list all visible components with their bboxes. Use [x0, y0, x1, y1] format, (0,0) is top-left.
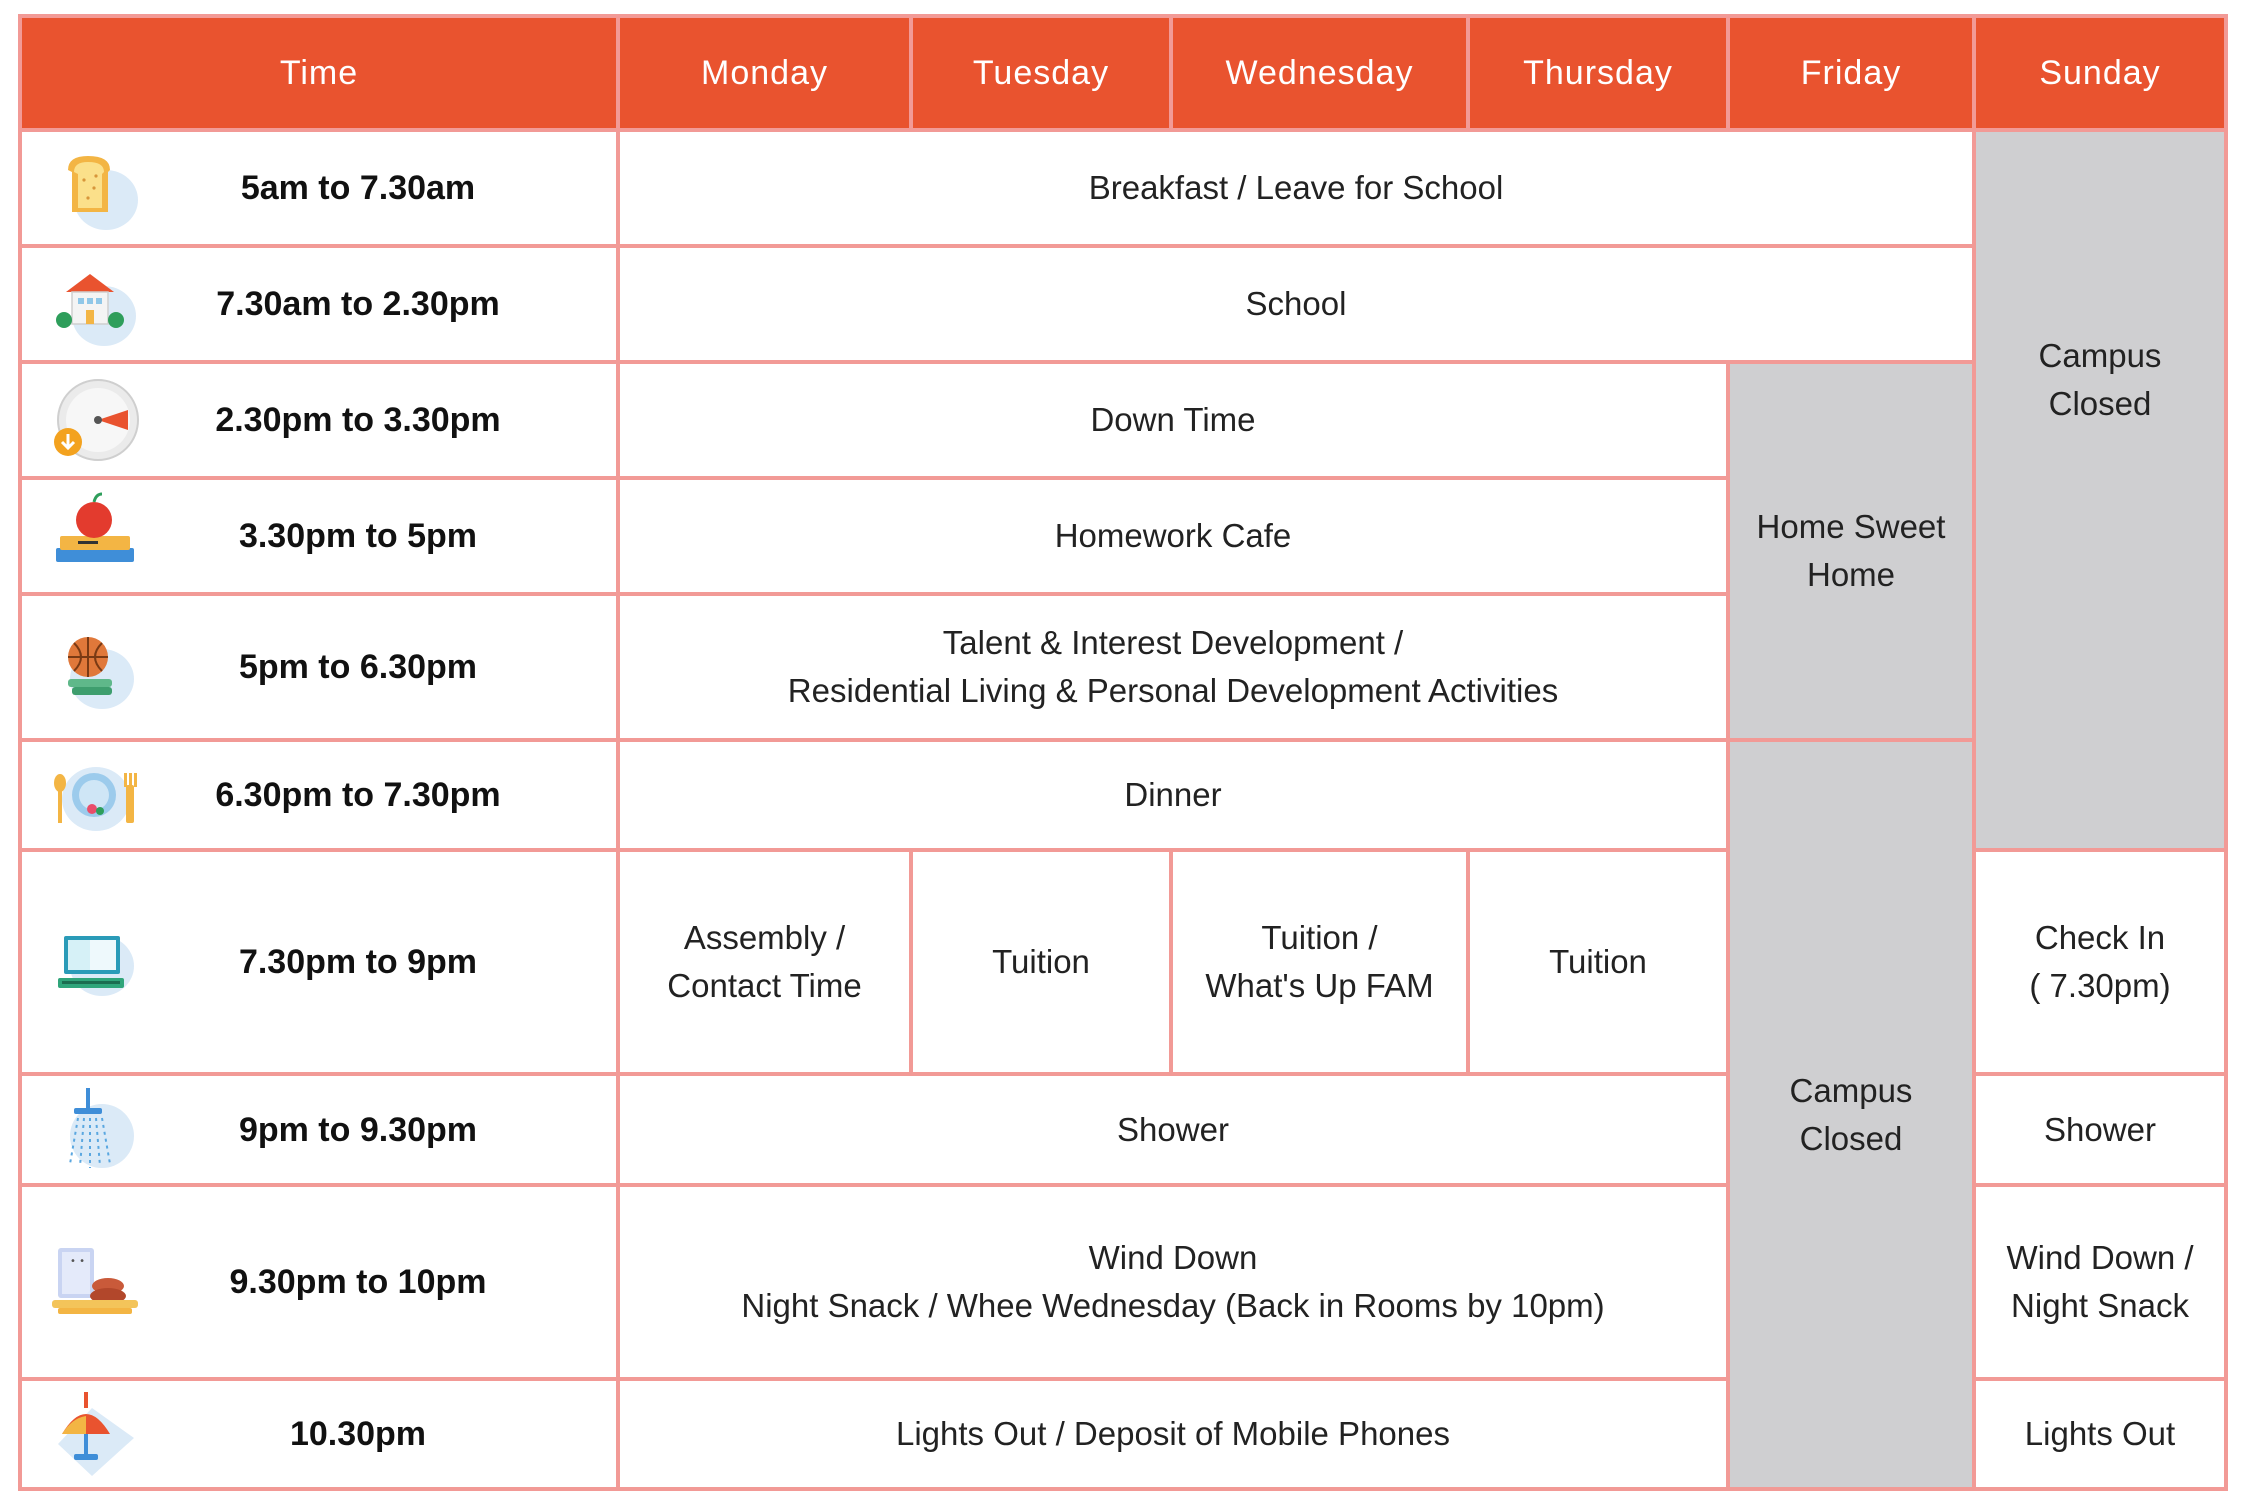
activity-talent-development [618, 594, 1728, 740]
sunday-lights-out: Lights Out [1974, 1379, 2226, 1489]
time-cell [20, 740, 618, 850]
activity-school: School [618, 246, 1974, 362]
wednesday-evening-line: What's Up FAM [1205, 967, 1434, 1004]
gauge-icon [48, 374, 140, 466]
time-cell [20, 362, 618, 478]
weekly-schedule-table [18, 14, 2228, 1491]
header-wednesday: Wednesday [1171, 16, 1468, 130]
lamp-icon [48, 1388, 140, 1480]
time-cell [20, 246, 618, 362]
time-label: 5am to 7.30am [240, 169, 476, 207]
header-thursday: Thursday [1468, 16, 1728, 130]
shower-icon [48, 1084, 140, 1176]
friday-closed-line: Campus [1789, 1071, 1913, 1109]
sunday-winddown-line: Night Snack [2011, 1287, 2189, 1324]
friday-closed-line: Closed [1799, 1119, 1903, 1157]
tuesday-evening-activity: Tuition [911, 850, 1171, 1074]
header-time: Time [20, 16, 618, 130]
wednesday-evening-line: Tuition / [1261, 919, 1378, 956]
sunday-checkin-line: ( 7.30pm) [2029, 967, 2171, 1004]
monday-evening-activity [618, 850, 911, 1074]
time-cell [20, 850, 618, 1074]
time-cell [20, 1185, 618, 1379]
friday-campus-closed [1728, 740, 1974, 1489]
talent-line: Talent & Interest Development / [942, 624, 1404, 661]
monday-evening-line: Contact Time [667, 967, 862, 1004]
time-cell [20, 1074, 618, 1185]
friday-home-sweet-home [1728, 362, 1974, 740]
time-cell [20, 478, 618, 594]
time-label: 2.30pm to 3.30pm [215, 401, 501, 439]
svg-text:• •: • • [70, 1256, 85, 1267]
sunday-winddown-line: Wind Down / [2006, 1239, 2194, 1276]
basketball-icon [48, 621, 140, 713]
apple-books-icon [48, 490, 140, 582]
dinner-plate-icon [48, 749, 140, 841]
activity-lights-out: Lights Out / Deposit of Mobile Phones [618, 1379, 1728, 1489]
sunday-check-in [1974, 850, 2226, 1074]
friday-home-line: Home [1806, 556, 1896, 593]
activity-shower: Shower [618, 1074, 1728, 1185]
header-sunday: Sunday [1974, 16, 2226, 130]
time-label: 5pm to 6.30pm [238, 648, 478, 686]
activity-dinner: Dinner [618, 740, 1728, 850]
time-label: 10.30pm [289, 1415, 427, 1453]
activity-wind-down [618, 1185, 1728, 1379]
toast-icon [48, 142, 140, 234]
sunday-closed-line: Campus [2038, 337, 2162, 374]
computer-icon [48, 916, 140, 1008]
time-label: 7.30pm to 9pm [238, 943, 478, 981]
time-label: 3.30pm to 5pm [238, 517, 478, 555]
table-row [20, 130, 2226, 246]
table-row [20, 740, 2226, 850]
table-row [20, 246, 2226, 362]
wednesday-evening-activity [1171, 850, 1468, 1074]
monday-evening-line: Assembly / [683, 919, 846, 956]
header-monday: Monday [618, 16, 911, 130]
sunday-campus-closed [1974, 130, 2226, 850]
thursday-evening-activity: Tuition [1468, 850, 1728, 1074]
sunday-shower: Shower [1974, 1074, 2226, 1185]
table-row [20, 362, 2226, 478]
activity-homework: Homework Cafe [618, 478, 1728, 594]
header-row [20, 16, 2226, 130]
header-friday: Friday [1728, 16, 1974, 130]
header-tuesday: Tuesday [911, 16, 1171, 130]
time-cell [20, 1379, 618, 1489]
sunday-checkin-line: Check In [2034, 919, 2166, 956]
time-label: 9.30pm to 10pm [229, 1263, 487, 1301]
time-cell [20, 594, 618, 740]
school-icon [48, 258, 140, 350]
sunday-closed-line: Closed [2048, 385, 2152, 422]
talent-line: Residential Living & Personal Development Activities [787, 672, 1559, 709]
activity-downtime: Down Time [618, 362, 1728, 478]
activity-breakfast: Breakfast / Leave for School [618, 130, 1974, 246]
night-snack-icon [48, 1236, 140, 1328]
time-label: 6.30pm to 7.30pm [215, 776, 501, 814]
time-label: 9pm to 9.30pm [238, 1110, 478, 1149]
sunday-wind-down [1974, 1185, 2226, 1379]
friday-home-line: Home Sweet [1756, 508, 1946, 545]
winddown-line: Night Snack / Whee Wednesday (Back in Rooms by 10pm) [741, 1287, 1605, 1324]
time-cell [20, 130, 618, 246]
winddown-line: Wind Down [1088, 1239, 1258, 1276]
time-label: 7.30am to 2.30pm [216, 285, 500, 323]
schedule-container [18, 14, 2228, 1491]
